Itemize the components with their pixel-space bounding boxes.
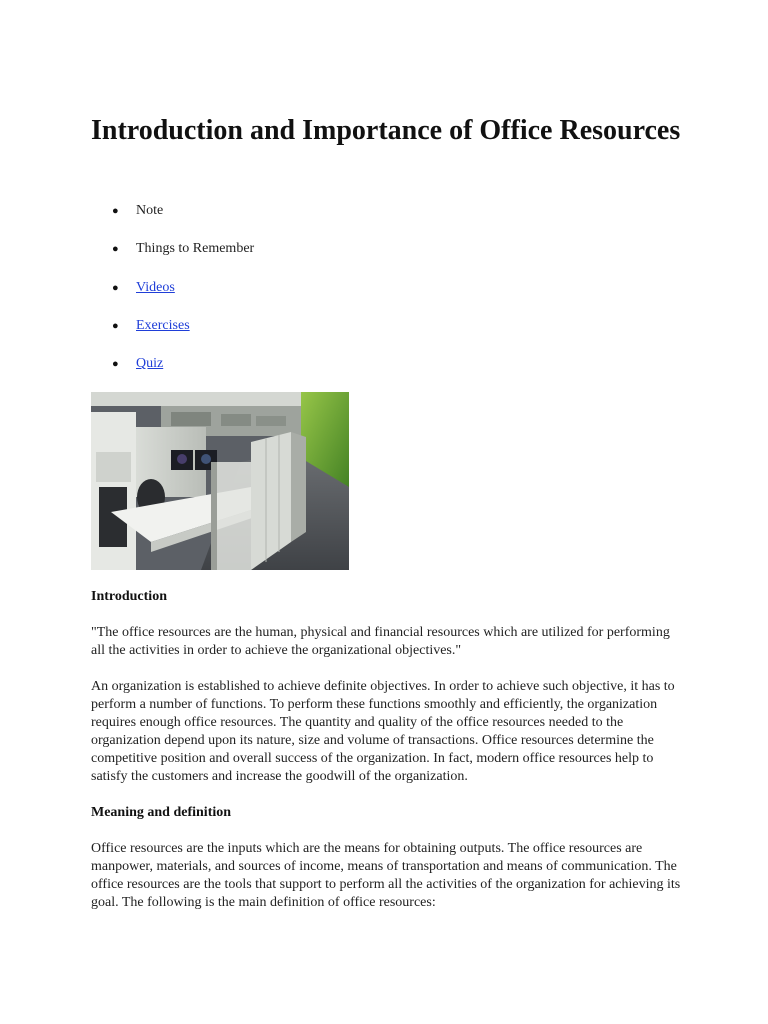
office-cubicles-image — [91, 392, 349, 570]
spacer — [91, 822, 681, 840]
bullet-icon: ● — [112, 319, 119, 332]
bullet-icon: ● — [112, 205, 119, 217]
page-title: Introduction and Importance of Office Resources — [91, 115, 681, 146]
meaning-heading: Meaning and definition — [91, 805, 232, 820]
spacer — [91, 786, 681, 804]
introduction-heading: Introduction — [91, 589, 167, 604]
introduction-quote: "The office resources are the human, physical and financial resources which are utilized for performing all the activities in order to achieve the organizational objectives." — [91, 625, 670, 658]
spacer — [91, 660, 681, 678]
exercises-link[interactable]: Exercises — [136, 317, 190, 333]
videos-link[interactable]: Videos — [136, 279, 175, 295]
spacer — [91, 606, 681, 624]
bullet-icon: ● — [112, 243, 119, 256]
nav-label-things-to-remember: Things to Remember — [136, 241, 255, 257]
article-body — [91, 588, 681, 912]
quiz-link[interactable]: Quiz — [136, 356, 164, 372]
meaning-paragraph: Office resources are the inputs which are the means for obtaining outputs. The office resources are manpower, materials, and sources of income, means of transportation and means of communication. The office resources are the tools that support to perform all the activities of the organization for achieving its goal. The following is the main definition of office resources: — [91, 841, 681, 910]
bullet-icon: ● — [112, 281, 119, 294]
bullet-icon: ● — [112, 358, 119, 371]
nav-label-note: Note — [136, 203, 164, 218]
introduction-paragraph: An organization is established to achieve definite objectives. In order to achieve such objective, it has to perform a number of functions. To perform these functions smoothly and efficiently, the organization requires enough office resources. The quantity and quality of the office resources needed to the organization depend upon its nature, size and volume of transactions. Office resources determine the competitive position and overall success of the organization. In fact, modern office resources help to satisfy the customers and increase the goodwill of the organization. — [91, 679, 675, 784]
